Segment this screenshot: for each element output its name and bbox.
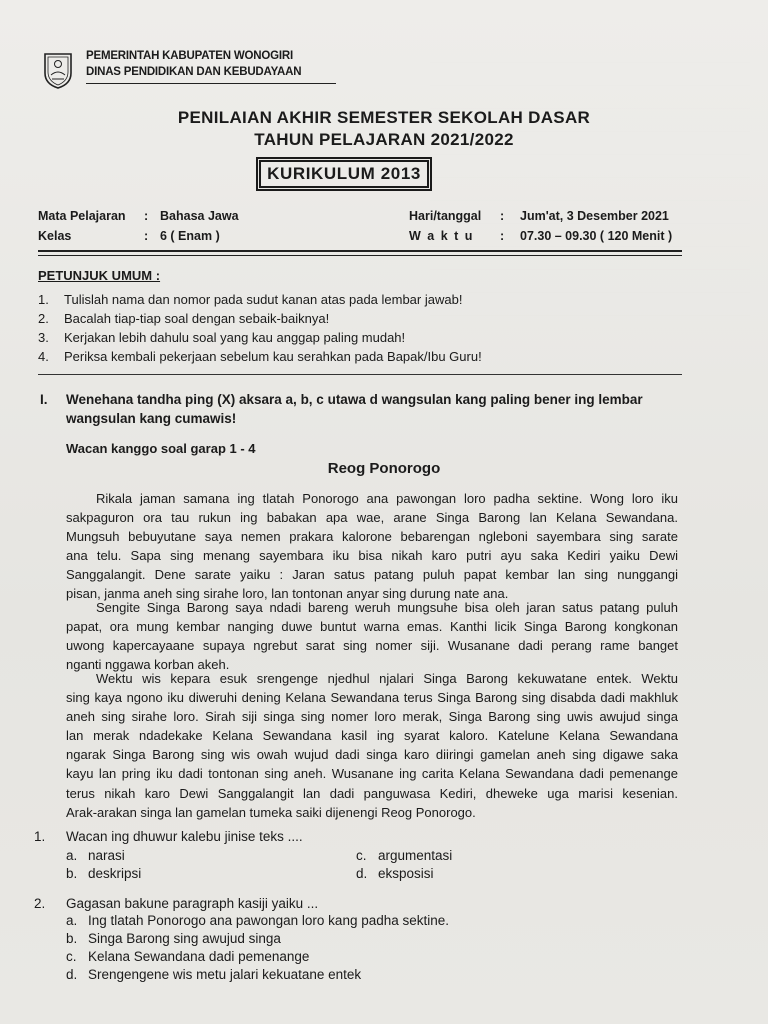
instruction-item: 1. Tulislah nama dan nomor pada sudut kanan atas pada lembar jawab!	[38, 292, 463, 307]
paragraph-line: pisan, janma aneh sing sirahe loro, lan tontonan anyar sing durung nate ana.	[66, 586, 509, 602]
paragraph-line: ngarak Singa Barong sing wis owah wujud dadi singa karo diiringi gamelan aneh sing digawe saka	[66, 747, 678, 763]
time-separator: :	[500, 229, 505, 243]
question-text: Gagasan bakune paragraph kasiji yaiku ...	[66, 896, 319, 911]
class-separator: :	[144, 229, 149, 243]
paragraph-1	[66, 489, 678, 604]
agency-underline	[86, 83, 336, 84]
divider-thick	[38, 250, 682, 252]
paragraph-line: ana telu. Sapa sing menang sayembara iku bisa nikah karo putri ayu saka Kediri yaiku Dewi	[66, 548, 678, 564]
time-label: W a k t u	[409, 229, 474, 243]
paragraph-line: papat, ora mung kembar nanging duwe buntut warna emas. Kanthi licik Singa Barong kongkonan	[66, 619, 678, 635]
agency-line-2: DINAS PENDIDIKAN DAN KEBUDAYAAN	[86, 66, 302, 78]
answer-option[interactable]: a. Ing tlatah Ponorogo ana pawongan loro kang padha sektine.	[66, 913, 450, 928]
answer-option[interactable]: c. argumentasi	[356, 848, 453, 863]
section-instruction-line-1: Wenehana tandha ping (X) aksara a, b, c utawa d wangsulan kang paling bener ing lembar	[66, 392, 643, 407]
paragraph-line: Mungsuh bebuyutane saya nemen prakara kalorone bebarengan ngleboni sayembara sing sarate	[66, 529, 678, 545]
time-value: 07.30 – 09.30 ( 120 Menit )	[520, 229, 673, 243]
divider-thin	[38, 255, 682, 256]
paragraph-line: Rikala jaman samana ing tlatah Ponorogo ana pawongan loro padha sektine. Wong loro iku	[96, 491, 678, 506]
answer-option[interactable]: d. eksposisi	[356, 866, 434, 881]
date-label: Hari/tanggal	[409, 209, 482, 223]
answer-option[interactable]: b. deskripsi	[66, 866, 142, 881]
question-number: 2.	[34, 896, 46, 911]
subject-separator: :	[144, 209, 149, 223]
section-number: I.	[40, 392, 48, 407]
story-title: Reog Ponorogo	[327, 460, 441, 477]
class-label: Kelas	[38, 229, 72, 243]
paragraph-line: aneh sing sirahe loro. Sirah siji singa sing nomer loro merak, Singa Barong sing uwis awujud singa	[66, 709, 678, 725]
answer-option[interactable]: c. Kelana Sewandana dadi pemenange	[66, 949, 310, 964]
exam-title: PENILAIAN AKHIR SEMESTER SEKOLAH DASAR	[177, 108, 591, 127]
paragraph-line: Sanggalangit. Dene sarate yaiku : Jaran satus patang puluh papat kembar lan sing nunggangi	[66, 567, 678, 583]
date-value: Jum'at, 3 Desember 2021	[520, 209, 669, 223]
instruction-item: 3. Kerjakan lebih dahulu soal yang kau anggap paling mudah!	[38, 330, 406, 345]
curriculum-badge: KURIKULUM 2013	[259, 160, 429, 188]
paragraph-3	[66, 669, 678, 822]
subject-label: Mata Pelajaran	[38, 209, 126, 223]
instruction-item: 4. Periksa kembali pekerjaan sebelum kau serahkan pada Bapak/Ibu Guru!	[38, 349, 482, 364]
question-number: 1.	[34, 829, 46, 844]
paragraph-2	[66, 598, 678, 674]
paragraph-line: lan merak ndadekake Kelana Sewandana kasil ing syarat kaloro. Katelune Kelana Sewandana	[66, 728, 678, 744]
section-instruction-line-2: wangsulan kang cumawis!	[66, 411, 237, 426]
paragraph-line: terus nikah karo Dewi Sanggalangit lan dadi panguwasa Kediri, dheweke uga marisi kesenian.	[66, 785, 678, 801]
answer-option[interactable]: b. Singa Barong sing awujud singa	[66, 931, 281, 946]
paragraph-line: sing kaya ngono iku diweruhi dening Kelana Sewandana terus Singa Barong sing disabda dadi makhluk	[66, 690, 678, 706]
paragraph-line: kayu lan pring iku dadi tontonan sing aneh. Wusanane ing carita Kelana Sewandana dadi pemenange	[66, 766, 678, 782]
paragraph-line: sakpaguron ora tau rukun ing babakan apa wae, arane Singa Barong lan Kelana Sewandana.	[66, 510, 678, 526]
paragraph-line: uwong kapercayaane supaya ngrebut sarat sing nomer siji. Wusanane dadi perang rame banget	[66, 638, 678, 654]
answer-option[interactable]: a. narasi	[66, 848, 125, 863]
paragraph-line: Arak-arakan singa lan gamelan tumeka saiki dijenengi Reog Ponorogo.	[66, 804, 476, 820]
question-text: Wacan ing dhuwur kalebu jinise teks ....	[66, 829, 303, 844]
paragraph-line: nganti nggawa korban akeh.	[66, 657, 230, 673]
subject-value: Bahasa Jawa	[160, 209, 239, 223]
agency-line-1: PEMERINTAH KABUPATEN WONOGIRI	[86, 50, 293, 62]
instructions-title: PETUNJUK UMUM :	[38, 268, 161, 283]
paragraph-line: Sengite Singa Barong saya ndadi bareng weruh mungsuhe bisa oleh jaran satus patang puluh	[96, 600, 678, 615]
regency-crest-icon	[43, 51, 73, 89]
agency-header	[40, 48, 440, 98]
date-separator: :	[500, 209, 505, 223]
instruction-item: 2. Bacalah tiap-tiap soal dengan sebaik-baiknya!	[38, 311, 330, 326]
paragraph-line: Wektu wis kepara esuk srengenge njedhul njalari Singa Barong kekuwatane entek. Wektu	[96, 671, 678, 686]
reading-label: Wacan kanggo soal garap 1 - 4	[66, 441, 256, 456]
academic-year: TAHUN PELAJARAN 2021/2022	[254, 130, 514, 149]
divider-instructions	[38, 374, 682, 375]
class-value: 6 ( Enam )	[160, 229, 220, 243]
answer-option[interactable]: d. Srengengene wis metu jalari kekuatane entek	[66, 967, 362, 982]
